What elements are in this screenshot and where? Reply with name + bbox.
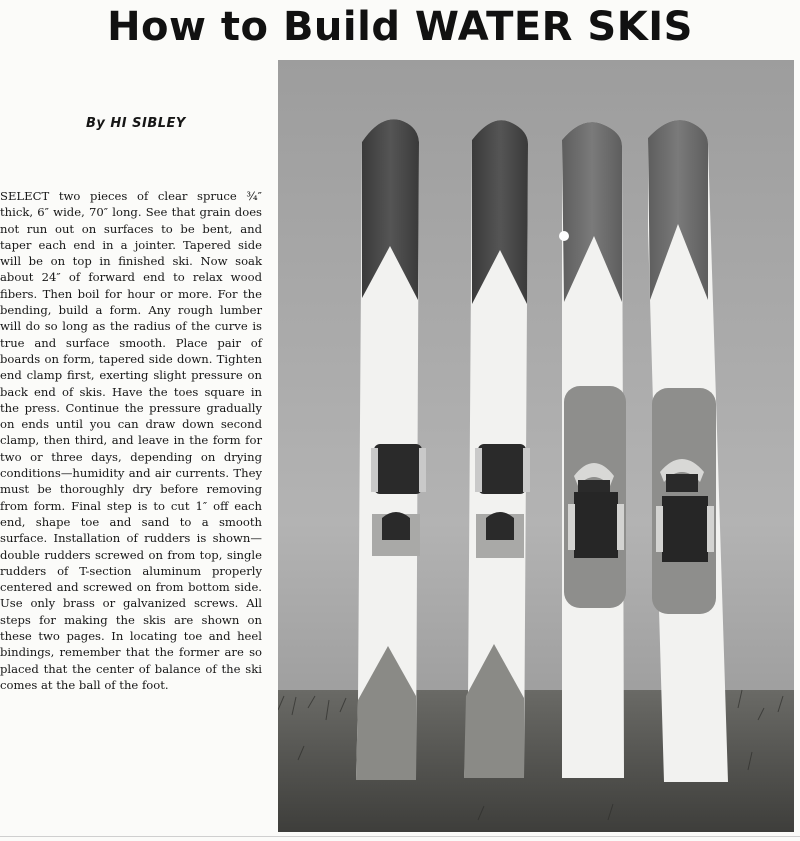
page-bottom-rule [0, 836, 800, 837]
article-title: How to Build WATER SKIS [107, 4, 693, 50]
ski-2 [464, 120, 530, 778]
ski-3 [562, 122, 626, 778]
ski-1 [356, 119, 426, 780]
photo-speck [559, 231, 569, 241]
ski-1-toe-binding [371, 444, 426, 494]
byline: By HI SIBLEY [86, 116, 186, 131]
ski-4-heel-binding [656, 496, 714, 562]
ski-2-heel-binding [476, 512, 524, 558]
ski-2-toe-binding [475, 444, 530, 494]
ski-1-heel-binding [372, 512, 420, 556]
skis-photo [278, 60, 794, 832]
ski-3-heel-binding [568, 492, 624, 558]
article-body: SELECT two pieces of clear spruce ¾″ thick, 6″ wide, 70″ long. See that grain does not run out on surfaces to be bent, and taper each end in a jointer. Tapered side will be on top in finished ski. Now soak about 24″ of forward end to relax wood fibers. Then boil for hour or more. For the bending, build a form. Any rough lumber will do so long as the radius of the curve is true and surface smooth. Place pair of boards on form, tapered side down. Tighten end clamp first, exerting slight pressure on back end of skis. Have the toes square in the press. Continue the pressure gradually on ends until you can draw down second clamp, then third, and leave in the form for two or three days, depending on drying conditions—humidity and air currents. They must be thoroughly dry before removing from form. Final step is to cut 1″ off each end, shape toe and sand to a smooth surface. Installation of rudders is shown—double rudders screwed on from top, single rudders of T-section aluminum properly centered and screwed on from bottom side. Use only brass or galvanized screws. All steps for making the skis are shown on these two pages. In locating toe and heel bindings, remember that the former are so placed that the center of balance of the ski comes at the ball of the foot. [0, 189, 262, 692]
